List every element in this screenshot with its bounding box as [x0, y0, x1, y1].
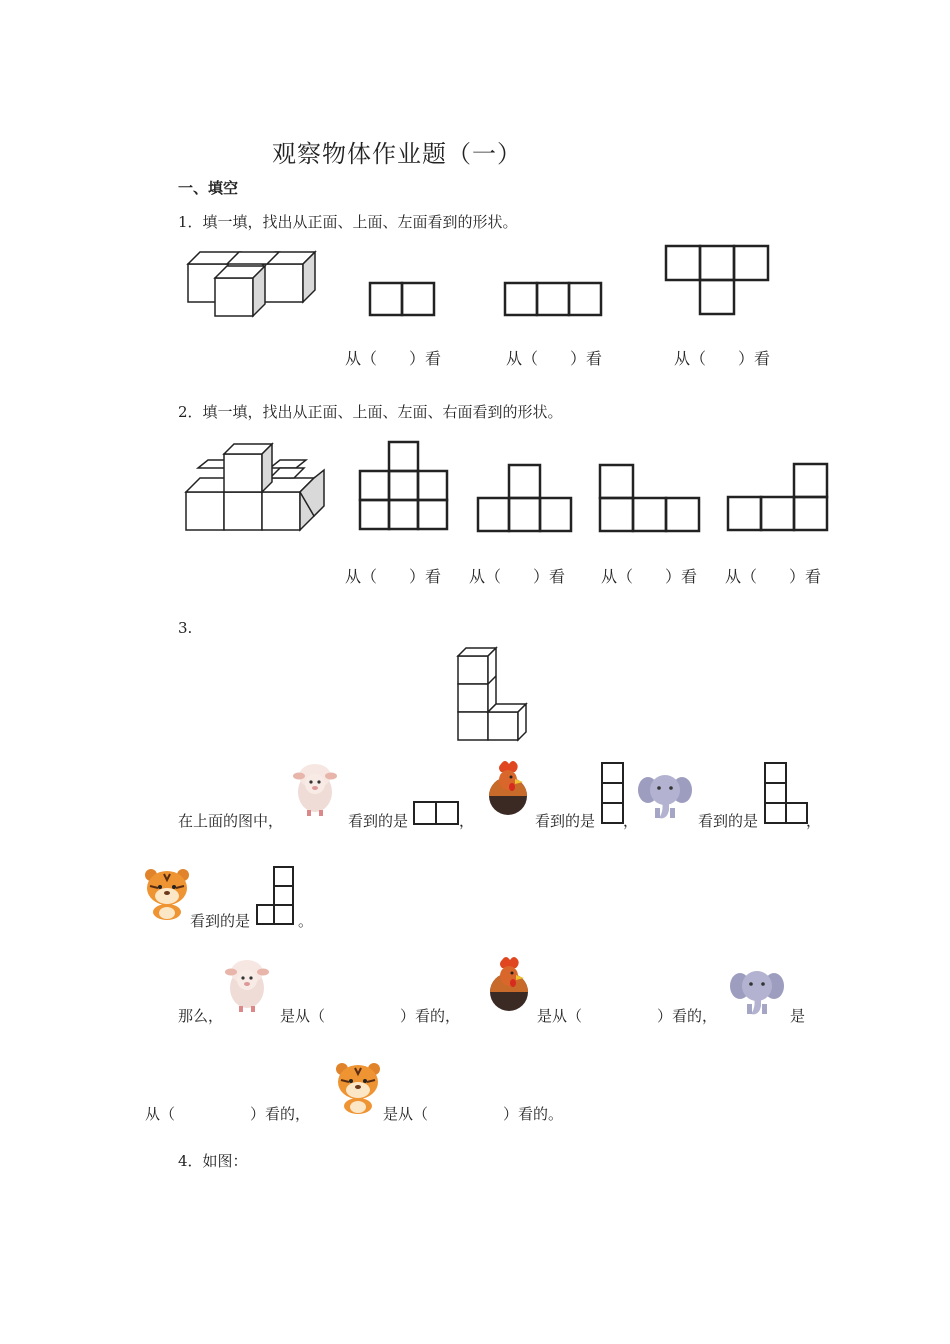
q3-period: 。 [298, 912, 314, 930]
q3-then-text: 那么， [178, 1007, 224, 1025]
q3-seen-text: 看到的是 [348, 812, 409, 830]
q3-last-text: 是从（ ）看的。 [383, 1105, 564, 1123]
q3-comma: ， [806, 812, 822, 830]
q2-solid-figure [184, 440, 329, 536]
q2-answer-label: 从（ ）看 [601, 567, 698, 586]
q2-view-b [476, 463, 574, 533]
q2-view-c [598, 463, 702, 533]
q3-seen-text: 看到的是 [698, 812, 759, 830]
rooster-icon [483, 760, 533, 820]
section-title: 一、填空 [178, 179, 239, 197]
question-3-number: 3. [178, 619, 193, 637]
q3-is-tail-text: 是 [790, 1007, 806, 1025]
q2-view-a [358, 440, 452, 533]
q3-seen-text: 看到的是 [535, 812, 596, 830]
q1-view-t-shape [664, 244, 772, 318]
q1-answer-label: 从（ ）看 [674, 349, 771, 368]
elephant-icon [638, 768, 694, 824]
q3-comma: ， [459, 812, 475, 830]
q1-solid-figure [185, 248, 325, 320]
question-4-text: 4．如图： [178, 1152, 248, 1170]
q3-solid-figure [455, 646, 527, 744]
tiger-icon [142, 866, 192, 924]
q2-answer-label: 从（ ）看 [725, 567, 822, 586]
q3-view-l-shape [764, 762, 810, 826]
sheep-icon [222, 956, 272, 1014]
q3-comma: ， [623, 812, 639, 830]
q3-view-three-vertical [601, 762, 625, 826]
q3-view-mirror-l [256, 866, 302, 926]
elephant-icon [730, 964, 786, 1020]
q3-seen-text: 看到的是 [190, 912, 251, 930]
q1-view-three-squares [503, 281, 605, 317]
q2-answer-label: 从（ ）看 [345, 567, 442, 586]
page-title: 观察物体作业题（一） [272, 140, 522, 168]
q2-answer-label: 从（ ）看 [469, 567, 566, 586]
q3-intro-text: 在上面的图中， [178, 812, 284, 830]
q3-view-two-horizontal [413, 801, 461, 825]
question-1-text: 1．填一填，找出从正面、上面、左面看到的形状。 [178, 213, 518, 231]
q3-is-from-text: 是从（ ）看的， [537, 1007, 718, 1025]
rooster-icon [484, 956, 534, 1016]
q1-answer-label: 从（ ）看 [345, 349, 442, 368]
q2-view-d [726, 462, 830, 532]
q3-is-from-text: 是从（ ）看的， [280, 1007, 461, 1025]
q1-answer-label: 从（ ）看 [506, 349, 603, 368]
tiger-icon [333, 1060, 383, 1118]
sheep-icon [290, 760, 340, 818]
question-2-text: 2．填一填，找出从正面、上面、左面、右面看到的形状。 [178, 403, 563, 421]
q1-view-two-squares [368, 281, 436, 317]
q3-from-text: 从（ ）看的， [145, 1105, 311, 1123]
